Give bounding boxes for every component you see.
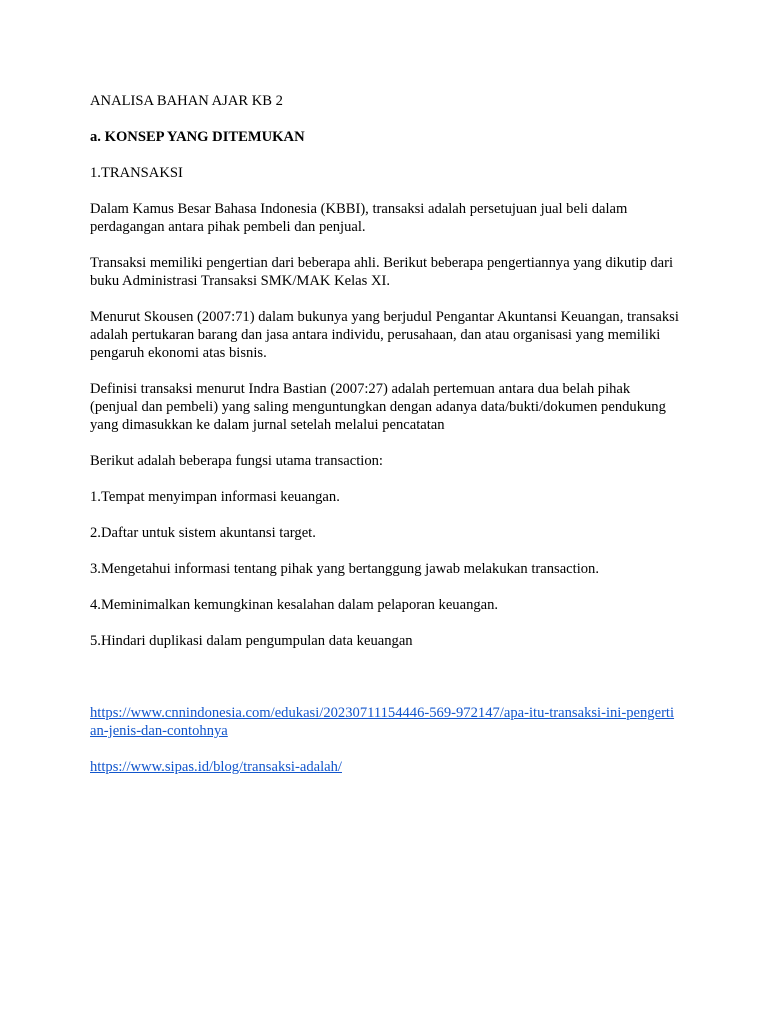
paragraph-ahli: Transaksi memiliki pengertian dari beberapa ahli. Berikut beberapa pengertiannya yang dikutip dari buku Administrasi Transaksi SMK/MAK Kelas XI.	[90, 255, 674, 289]
paragraph-bastian: Definisi transaksi menurut Indra Bastian (2007:27) adalah pertemuan antara dua belah pihak (penjual dan pembeli) yang saling menguntungkan dengan adanya data/bukti/dokumen pendukung yang dimasukkan ke dalam jurnal setelah melalui pencatatan	[90, 381, 666, 433]
function-item-4: 4.Meminimalkan kemungkinan kesalahan dalam pelaporan keuangan.	[90, 597, 499, 613]
reference-link-cnn[interactable]: https://www.cnnindonesia.com/edukasi/20230711154446-569-972147/apa-itu-transaksi-ini-pengertian-jenis-dan-contohnya	[90, 705, 675, 739]
reference-link-sipas-wrapper	[90, 758, 680, 776]
blank-space	[90, 668, 680, 704]
paragraph-kbbi: Dalam Kamus Besar Bahasa Indonesia (KBBI), transaksi adalah persetujuan jual beli dalam perdagangan antara pihak pembeli dan penjual.	[90, 201, 628, 235]
section-heading: a. KONSEP YANG DITEMUKAN	[90, 129, 305, 145]
paragraph-fungsi-intro: Berikut adalah beberapa fungsi utama transaction:	[90, 453, 383, 469]
subheading-transaksi: 1.TRANSAKSI	[90, 165, 183, 181]
reference-link-cnn-wrapper	[90, 704, 680, 740]
function-item-3: 3.Mengetahui informasi tentang pihak yang bertanggung jawab melakukan transaction.	[90, 561, 600, 577]
function-item-1: 1.Tempat menyimpan informasi keuangan.	[90, 489, 340, 505]
reference-link-sipas[interactable]: https://www.sipas.id/blog/transaksi-adalah/	[90, 759, 342, 775]
paragraph-skousen: Menurut Skousen (2007:71) dalam bukunya yang berjudul Pengantar Akuntansi Keuangan, transaksi adalah pertukaran barang dan jasa antara individu, perusahaan, dan atau organisasi yang memiliki pengaruh ekonomi atas bisnis.	[90, 309, 679, 361]
function-item-5: 5.Hindari duplikasi dalam pengumpulan data keuangan	[90, 633, 413, 649]
document-title: ANALISA BAHAN AJAR KB 2	[90, 93, 283, 109]
document-body	[90, 92, 680, 794]
function-item-2: 2.Daftar untuk sistem akuntansi target.	[90, 525, 316, 541]
